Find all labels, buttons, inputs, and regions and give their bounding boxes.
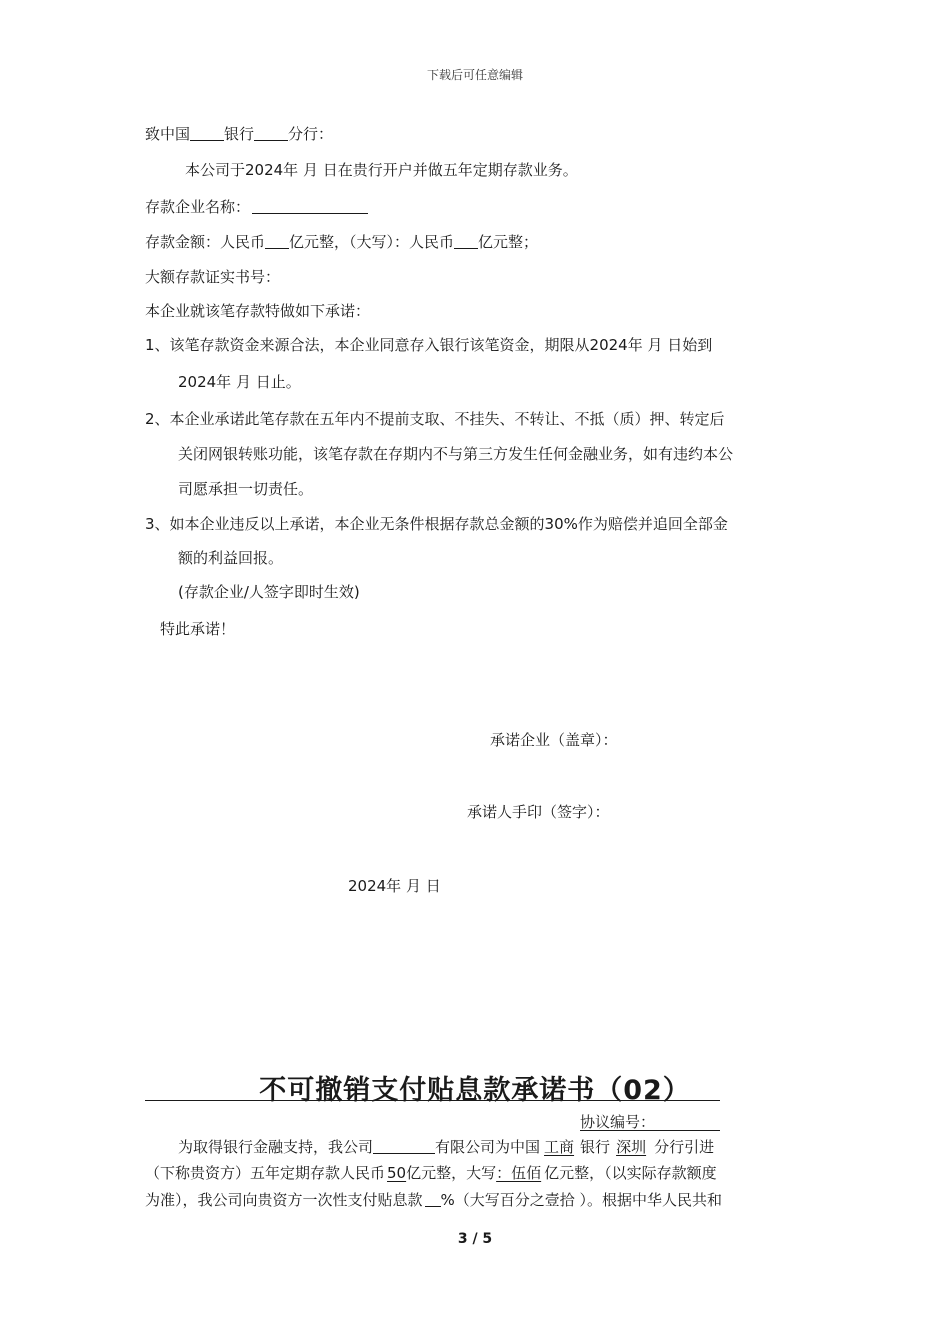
item-3-line-2: 额的利益回报。 <box>178 549 284 567</box>
amount-line <box>145 232 538 252</box>
bank-name-filled: 工商 <box>544 1138 575 1156</box>
closing-line: 特此承诺！ <box>160 620 236 638</box>
item-2-line-1: 2、本企业承诺此笔存款在五年内不提前支取、不挂失、不转让、不抵（质）押、转定后 <box>145 410 725 428</box>
amount-label-a: 存款金额：人民币 <box>145 233 266 251</box>
para2-text-a: （下称贵资方）五年定期存款人民币 <box>145 1164 386 1182</box>
letter-date: 2024年 月 日 <box>348 877 441 895</box>
certificate-line: 大额存款证实书号： <box>145 268 281 286</box>
second-para-line-2 <box>145 1163 717 1183</box>
item-3-line-1: 3、如本企业违反以上承诺，本企业无条件根据存款总金额的30%作为赔偿并追回全部金 <box>145 515 728 533</box>
amount-number-filled: 50 <box>387 1164 407 1182</box>
branch-name-filled: 深圳 <box>616 1138 647 1156</box>
company-name-blank <box>252 197 368 214</box>
item-1-line-1: 1、该笔存款资金来源合法，本企业同意存入银行该笔资金，期限从2024年 月 日始到 <box>145 336 713 354</box>
para2-text-b: 亿元整，大写 <box>406 1164 497 1182</box>
amount-label-b: 亿元整，（大写）：人民币 <box>289 233 455 251</box>
para2-text-c: 亿元整，（以实际存款额度 <box>544 1164 717 1182</box>
amount-chinese-filled: ：伍佰 <box>496 1164 542 1182</box>
para3-text-a: 为准），我公司向贵资方一次性支付贴息款 <box>145 1191 423 1209</box>
amount-blank-2 <box>454 232 478 249</box>
interest-rate-blank <box>425 1190 441 1207</box>
company-blank <box>373 1137 435 1154</box>
agreement-number-label: 协议编号： <box>580 1113 656 1131</box>
item-2-line-2: 关闭网银转账功能，该笔存款在存期内不与第三方发生任何金融业务，如有违约本公 <box>178 445 734 463</box>
para1-text-c: 银行 <box>580 1138 611 1156</box>
sign-effect-note: (存款企业/人签字即时生效) <box>178 583 360 601</box>
para1-text-b: 有限公司为中国 <box>435 1138 541 1156</box>
company-name-line <box>145 197 368 217</box>
second-para-line-3 <box>145 1190 722 1210</box>
item-1-line-2: 2024年 月 日止。 <box>178 373 301 391</box>
company-name-label: 存款企业名称： <box>145 198 251 216</box>
item-2-line-3: 司愿承担一切责任。 <box>178 480 314 498</box>
addressee-branch: 分行： <box>288 125 334 143</box>
para1-text-a: 为取得银行金融支持，我公司 <box>178 1138 374 1156</box>
para3-text-b: %（大写百分之壹拾 ）。根据中华人民共和 <box>440 1191 723 1209</box>
seal-label: 承诺企业（盖章）： <box>490 731 618 749</box>
addressee-line <box>145 124 333 144</box>
second-doc-title: 不可撤销支付贴息款承诺书（02） <box>259 1075 691 1106</box>
addressee-prefix: 致中国 <box>145 125 191 143</box>
bank-blank <box>190 124 224 141</box>
second-para-line-1 <box>178 1137 714 1157</box>
amount-blank-1 <box>265 232 289 249</box>
promise-intro: 本企业就该笔存款特做如下承诺： <box>145 302 371 320</box>
signature-label: 承诺人手印（签字）： <box>467 803 610 821</box>
para1-text-d: 分行引进 <box>654 1138 715 1156</box>
intro-line: 本公司于2024年 月 日在贵行开户并做五年定期存款业务。 <box>185 161 578 179</box>
title-rule <box>145 1100 720 1101</box>
amount-label-c: 亿元整； <box>478 233 539 251</box>
branch-blank <box>254 124 288 141</box>
agreement-number-blank <box>580 1130 720 1131</box>
header-note: 下载后可任意编辑 <box>426 68 523 82</box>
addressee-bank: 银行 <box>224 125 255 143</box>
page-number: 3 / 5 <box>457 1231 493 1247</box>
